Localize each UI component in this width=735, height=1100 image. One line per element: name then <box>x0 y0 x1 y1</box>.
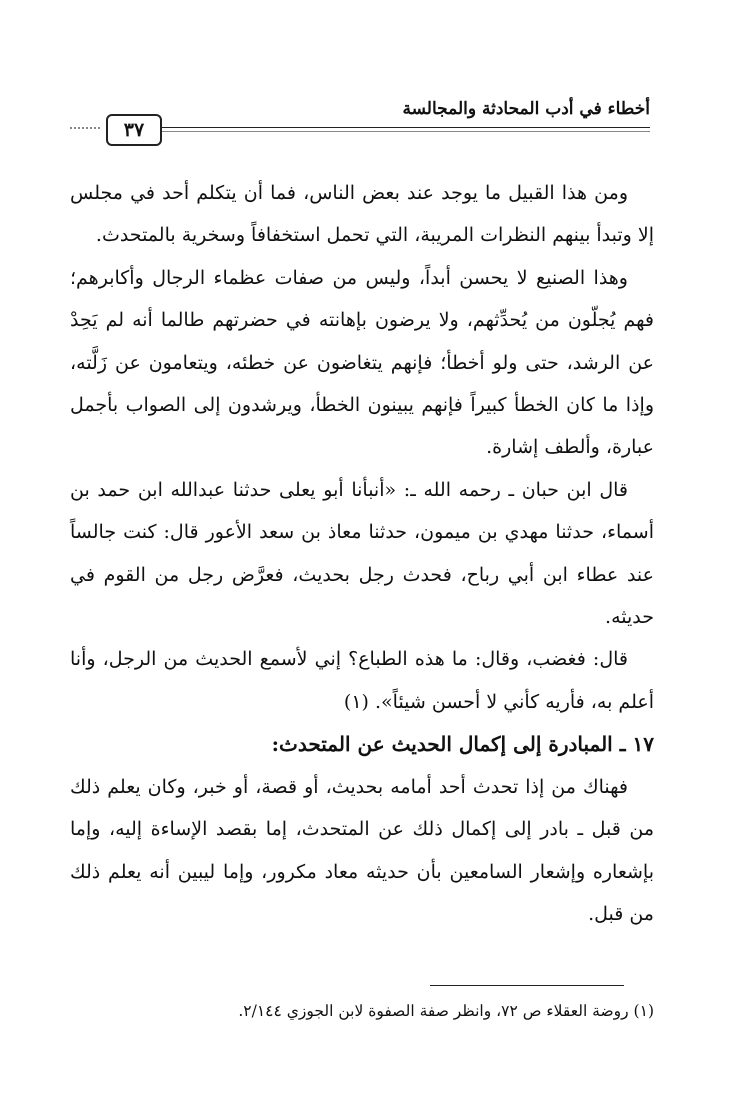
paragraph-2: وهذا الصنيع لا يحسن أبداً، وليس من صفات عظماء الرجال وأكابرهم؛ فهم يُجلّون من يُحدِّثهم، ولا يرضون بإهانته في حضرتهم طالما أنه لم يَحِدْ عن الرشد، حتى ولو أخطأ؛ فإنهم يتغاضون عن خطئه، ويتعامون عن زَلَّته، وإذا ما كان الخطأ كبيراً فإنهم يبينون الخطأ، ويرشدون إلى الصواب بأجمل عبارة، وألطف إشارة. <box>70 266 654 459</box>
paragraph-1: ومن هذا القبيل ما يوجد عند بعض الناس، فما أن يتكلم أحد في مجلس إلا وتبدأ بينهم النظرات المريبة، التي تحمل استخفافاً وسخرية بالمتحدث. <box>70 182 654 247</box>
body-text <box>70 172 654 935</box>
header-dots <box>70 127 100 129</box>
header-rule <box>155 127 650 128</box>
header-rule-secondary <box>155 131 650 132</box>
paragraph-3: قال ابن حبان ـ رحمه الله ـ: «أنبأنا أبو يعلى حدثنا عبدالله ابن حمد بن أسماء، حدثنا مهدي بن ميمون، حدثنا معاذ بن سعد الأعور قال: كنت جالساً عند عطاء ابن أبي رباح، فحدث رجل بحديث، فعرَّض رجل من القوم في حديثه. <box>70 478 654 629</box>
page-header <box>70 95 650 155</box>
running-title: أخطاء في أدب المحادثة والمجالسة <box>402 99 650 119</box>
footnote-rule <box>430 985 624 986</box>
footnote: (١) روضة العقلاء ص ٧٢، وانظر صفة الصفوة لابن الجوزي ٢/١٤٤. <box>238 1002 654 1020</box>
section-heading: ١٧ ـ المبادرة إلى إكمال الحديث عن المتحدث: <box>271 732 654 757</box>
page-number: ٣٧ <box>106 114 162 146</box>
paragraph-5: فهناك من إذا تحدث أحد أمامه بحديث، أو قصة، أو خبر، وكان يعلم ذلك من قبل ـ بادر إلى إكمال ذلك عن المتحدث، إما بقصد الإساءة إليه، وإما بإشعاره وإشعار السامعين بأن حديثه معاد مكرور، وإما ليبين أنه يعلم ذلك من قبل. <box>70 775 654 925</box>
paragraph-4: قال: فغضب، وقال: ما هذه الطباع؟ إني لأسمع الحديث من الرجل، وأنا أعلم به، فأريه كأني لا أحسن شيئاً». (١) <box>70 648 654 713</box>
